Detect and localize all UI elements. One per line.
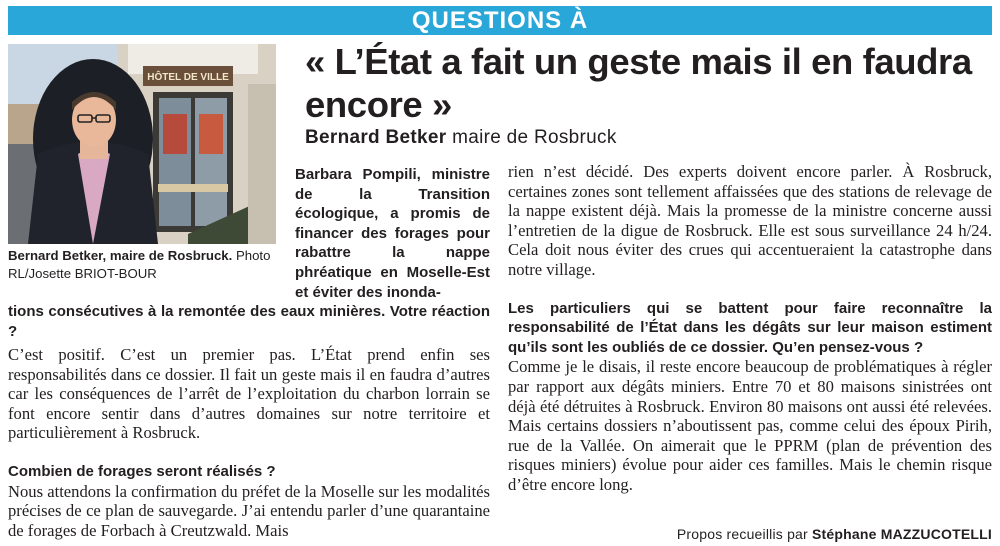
headline: « L’État a fait un geste mais il en faudra encore » bbox=[305, 41, 972, 125]
lead-question-full: tions consécutives à la remontée des eaux minières. Votre réaction ? bbox=[8, 303, 490, 340]
column-right bbox=[508, 162, 992, 495]
mayor-photo bbox=[8, 44, 276, 244]
answer-1: C’est positif. C’est un premier pas. L’État prend enfin ses responsabilités dans ce dossier. Il fait un geste mais il en faudra d’autres car les conséquences de l’arrêt de l’exploitation du charbon lorrain se font encore sentir dans d’autres domaines sur notre territoire et particulièrement à Rosbruck. bbox=[8, 345, 490, 443]
signature-name: Stéphane MAZZUCOTELLI bbox=[812, 526, 992, 542]
caption-credit: RL/Josette BRIOT-BOUR bbox=[8, 266, 157, 281]
byline bbox=[305, 127, 617, 149]
answer-2-right: rien n’est décidé. Des experts doivent encore parler. À Rosbruck, certaines zones sont tellement affaissées que des stations de relevage de la nappe existent déjà. Mais la promesse de la ministre concerne aussi l’entretien de la digue de Rosbruck. Elle est sous surveillance 24 h/24. Cela doit nous éviter des crues qui accentueraient la catastrophe dans notre village. bbox=[508, 162, 992, 279]
column-left bbox=[8, 345, 490, 540]
rubric-band bbox=[8, 6, 992, 35]
question-3: Les particuliers qui se battent pour faire reconnaître la responsabilité de l’État dans les dégâts sur leur maison estiment qu’ils sont les oubliés de ce dossier. Qu’en pensez-vous ? bbox=[508, 299, 992, 356]
question-2: Combien de forages seront réalisés ? bbox=[8, 462, 276, 480]
signature-label: Propos recueillis par bbox=[676, 526, 808, 542]
byline-name: Bernard Betker bbox=[305, 127, 447, 148]
rubric-title: QUESTIONS À bbox=[411, 6, 589, 34]
signature bbox=[508, 526, 992, 542]
caption-credit-word: Photo bbox=[235, 248, 271, 263]
lead-question-side: Barbara Pompili, ministre de la Transition écologique, a promis de financer des forages pour rabattre la nappe phréatique en Moselle-Est et éviter des inonda- bbox=[295, 166, 490, 301]
photo-caption bbox=[8, 247, 283, 283]
mayor-photo-illustration bbox=[8, 44, 276, 244]
answer-3: Comme je le disais, il reste encore beaucoup de problématiques à régler par rapport aux dégâts miniers. Entre 70 et 80 maisons sinistrées ont déjà été détruites à Rosbruck. Environ 80 maisons ont aussi été relevées. Mais certains dossiers n’aboutissent pas, comme celui des époux Pirih, rue de la Vallée. On aimerait que le PPRM (plan de prévention des risques miniers) évolue pour aider ces familles. Mais le chemin risque d’être encore long. bbox=[508, 357, 992, 494]
answer-2-left: Nous attendons la confirmation du préfet de la Moselle sur les modalités précises de ce plan de sauvegarde. J’ai entendu parler d’une quarantaine de forages de Forbach à Creutzwald. Mais bbox=[8, 481, 490, 540]
byline-role: maire de Rosbruck bbox=[452, 127, 617, 148]
caption-name: Bernard Betker, maire de Rosbruck. bbox=[8, 248, 233, 263]
town-hall-sign: HÔTEL DE VILLE bbox=[147, 72, 229, 83]
